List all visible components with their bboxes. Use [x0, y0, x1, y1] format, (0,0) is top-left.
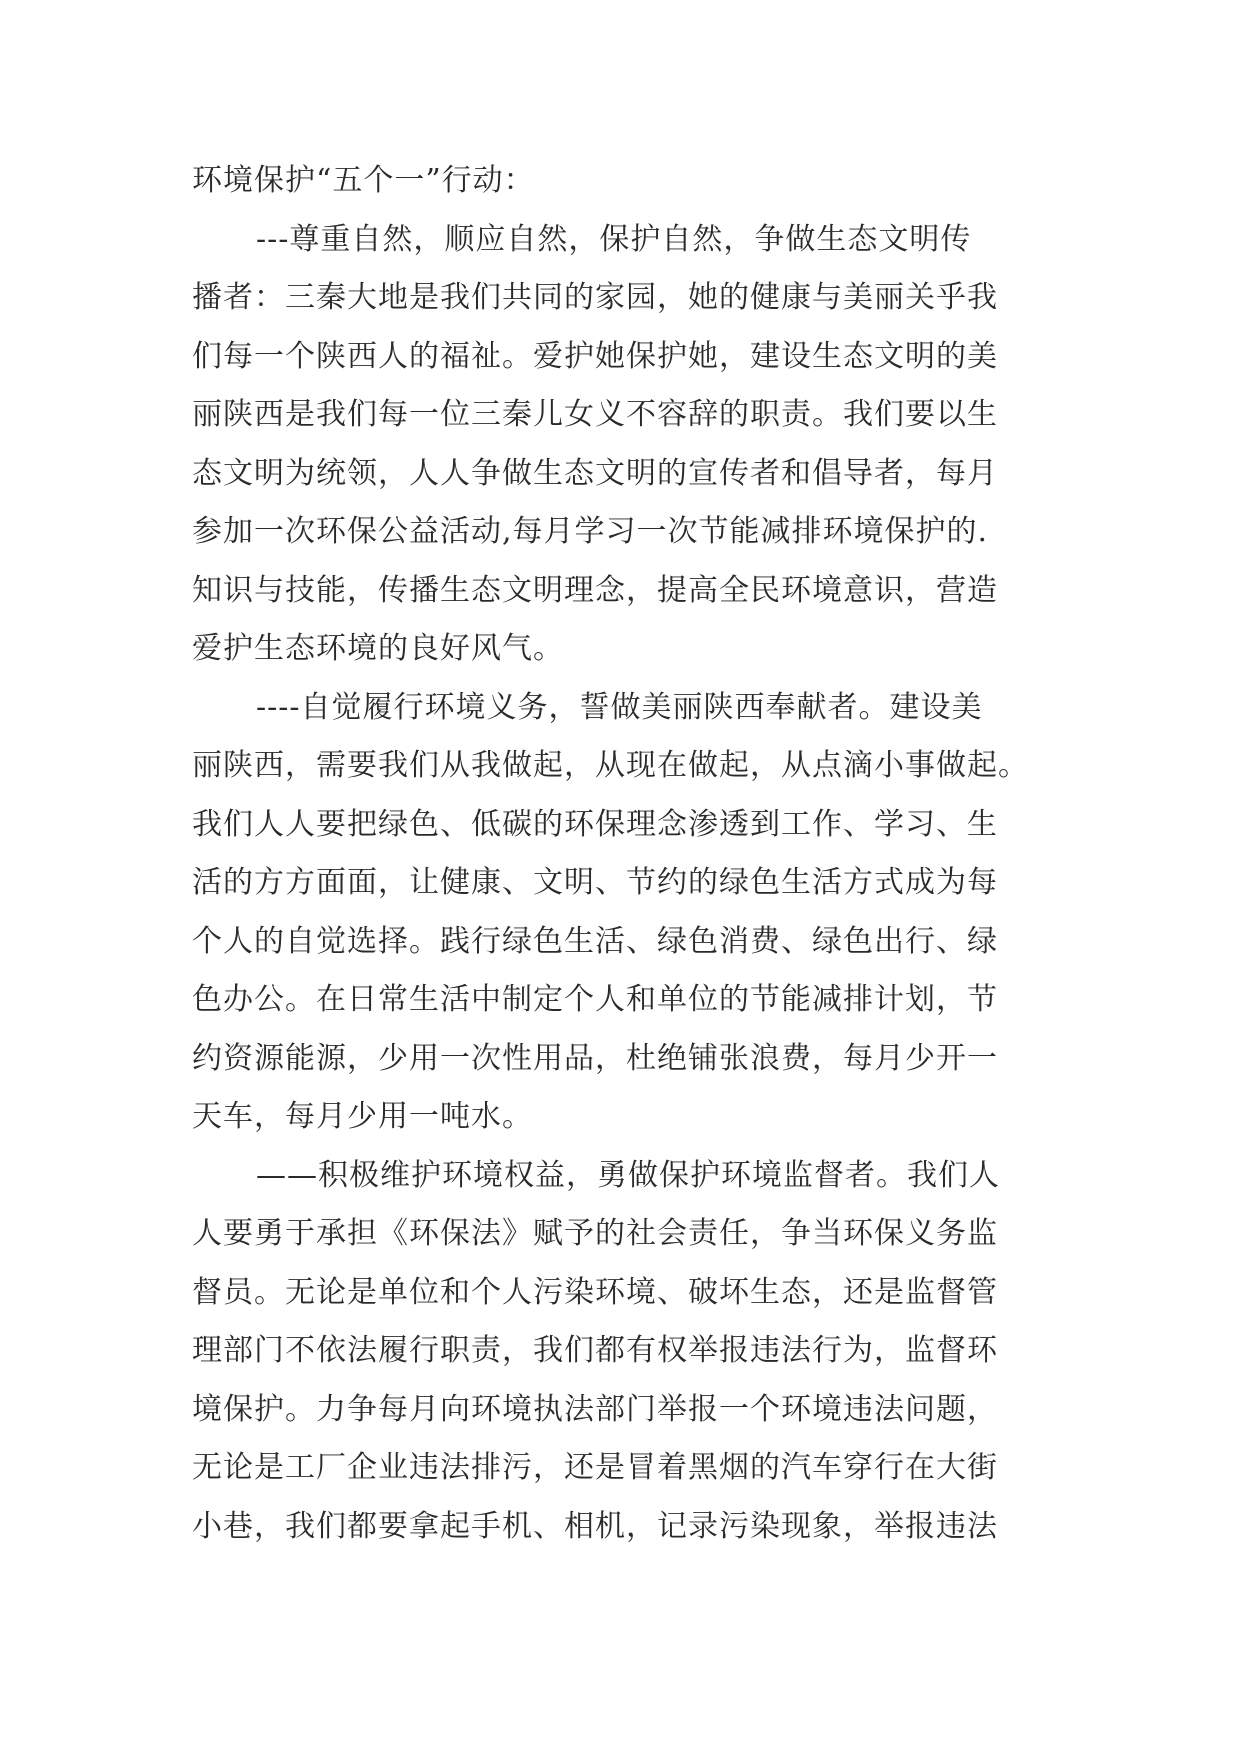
paragraph-3-line-1: ——积极维护环境权益，勇做保护环境监督者。我们人 [256, 1157, 1000, 1193]
paragraph-1-line-7: 知识与技能，传播生态文明理念，提高全民环境意识，营造 [192, 572, 998, 608]
document-body [192, 152, 1050, 1556]
paragraph-3-line-5: 境保护。力争每月向环境执法部门举报一个环境违法问题， [192, 1391, 998, 1427]
paragraph-2-line-5: 个人的自觉选择。践行绿色生活、绿色消费、绿色出行、绿 [192, 923, 998, 959]
paragraph-1-line-2: 播者：三秦大地是我们共同的家园，她的健康与美丽关乎我 [192, 280, 998, 315]
paragraph-3-line-4: 理部门不依法履行职责，我们都有权举报违法行为，监督环 [192, 1333, 998, 1368]
paragraph-2-line-6: 色办公。在日常生活中制定个人和单位的节能减排计划，节 [192, 982, 998, 1017]
paragraph-3-line-2: 人要勇于承担《环保法》赋予的社会责任，争当环保义务监 [192, 1216, 998, 1251]
paragraph-1-line-4: 丽陕西是我们每一位三秦儿女义不容辞的职责。我们要以生 [192, 397, 998, 432]
paragraph-2-line-3: 我们人人要把绿色、低碳的环保理念渗透到工作、学习、生 [192, 806, 998, 842]
paragraph-1-line-5: 态文明为统领，人人争做生态文明的宣传者和倡导者，每月 [192, 455, 998, 491]
paragraph-2-line-7: 约资源能源，少用一次性用品，杜绝铺张浪费，每月少开一 [192, 1040, 998, 1076]
paragraph-2-line-1: ----自觉履行环境义务，誓做美丽陕西奉献者。建设美 [256, 689, 983, 725]
heading-line: 环境保护“五个一”行动： [192, 163, 535, 198]
paragraph-2-line-4: 活的方方面面，让健康、文明、节约的绿色生活方式成为每 [192, 865, 998, 900]
paragraph-1-line-3: 们每一个陕西人的福祉。爱护她保护她，建设生态文明的美 [192, 338, 998, 374]
paragraph-1-line-6: 参加一次环保公益活动,每月学习一次节能减排环境保护的. [192, 514, 989, 549]
paragraph-2-line-2: 丽陕西，需要我们从我做起，从现在做起，从点滴小事做起。 [192, 748, 1029, 783]
paragraph-1-line-1: ---尊重自然，顺应自然，保护自然，争做生态文明传 [256, 221, 972, 257]
paragraph-3-line-6: 无论是工厂企业违法排污，还是冒着黑烟的汽车穿行在大街 [192, 1450, 998, 1485]
paragraph-2-line-8: 天车，每月少用一吨水。 [192, 1099, 533, 1134]
paragraph-3-line-3: 督员。无论是单位和个人污染环境、破坏生态，还是监督管 [192, 1274, 998, 1310]
paragraph-3-line-7: 小巷，我们都要拿起手机、相机，记录污染现象，举报违法 [192, 1508, 998, 1544]
paragraph-1-line-8: 爱护生态环境的良好风气。 [192, 631, 564, 666]
